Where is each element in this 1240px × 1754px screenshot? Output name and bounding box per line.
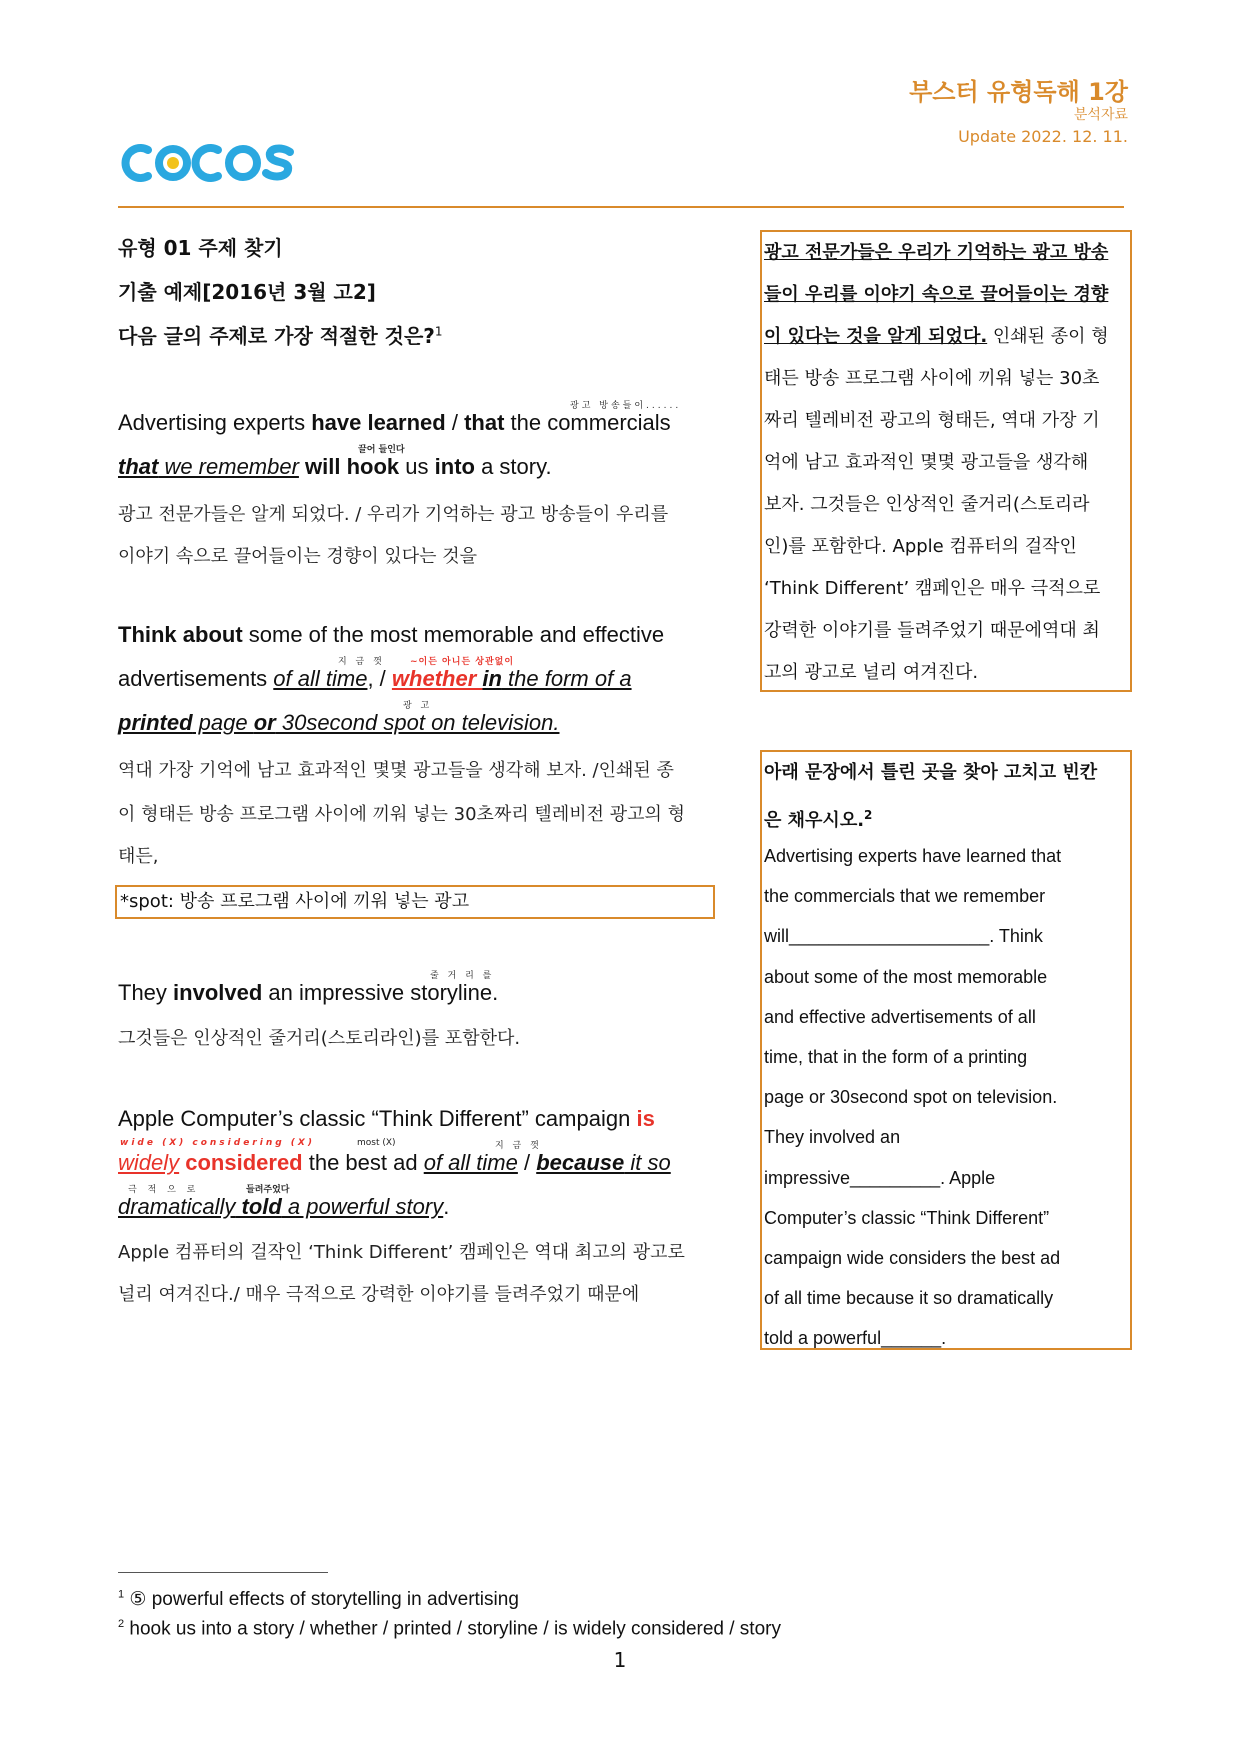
summary-text: 강력한 이야기를 들려주었기 때문에역대 최 bbox=[764, 620, 1100, 641]
exercise-line: Computer’s classic “Think Different” bbox=[764, 1207, 1050, 1228]
s4-it-so: it so bbox=[624, 1150, 671, 1175]
s4-powerful-story: a powerful story bbox=[281, 1194, 444, 1219]
passage-s2-line1 bbox=[118, 622, 664, 648]
summary-text: 고의 광고로 널리 여겨진다. bbox=[764, 662, 979, 683]
footnote-1-text: ⑤ powerful effects of storytelling in advertising bbox=[124, 1589, 519, 1610]
footnote-2-num: 2 bbox=[118, 1618, 125, 1630]
summary-line bbox=[764, 442, 1128, 484]
summary-text: 인)를 포함한다. Apple 컴퓨터의 걸작인 bbox=[764, 536, 1077, 557]
s1-hook: hook bbox=[346, 454, 400, 479]
footnote-ref-2: 2 bbox=[864, 808, 873, 822]
s4-considered: considered bbox=[179, 1150, 303, 1175]
exercise-line: Advertising experts have learned that bbox=[764, 846, 1062, 866]
korean-summary-box bbox=[760, 230, 1132, 692]
s4-dramatically: dramatically bbox=[118, 1194, 236, 1219]
passage-s1-kr2: 이야기 속으로 끌어들이는 경향이 있다는 것을 bbox=[118, 546, 477, 567]
s2-or: or bbox=[253, 710, 276, 735]
exercise-line: about some of the most memorable bbox=[764, 966, 1048, 987]
header-rule bbox=[118, 206, 1124, 208]
cocos-logo-image bbox=[118, 140, 298, 186]
summary-line bbox=[764, 568, 1128, 610]
summary-line bbox=[764, 652, 1128, 694]
s4-sep: / bbox=[517, 1150, 537, 1175]
s4-apple: Apple Computer’s classic “Think Different” campaign bbox=[118, 1106, 637, 1131]
s1-text-e: the commercials bbox=[504, 410, 671, 435]
passage-s1-line2 bbox=[118, 454, 552, 480]
s2-printed: printed bbox=[118, 710, 193, 735]
question-source: 기출 예제[2016년 3월 고2] bbox=[118, 280, 376, 304]
exercise-title-2 bbox=[764, 794, 1128, 836]
s2-think-about: Think about bbox=[118, 622, 243, 647]
s4-widely: widely bbox=[118, 1150, 180, 1175]
s2-page: page bbox=[192, 710, 254, 735]
s2-text-b: some of the most memorable and effective bbox=[242, 622, 665, 647]
question-prompt-text: 다음 글의 주제로 가장 적절한 것은? bbox=[118, 324, 435, 348]
s4-of-all-time: of all time bbox=[423, 1150, 518, 1175]
summary-line bbox=[764, 316, 1128, 358]
summary-line bbox=[764, 274, 1128, 316]
annotation-spot: 광 고 bbox=[403, 701, 433, 711]
passage-s4-kr1: Apple 컴퓨터의 걸작인 ‘Think Different’ 캠페인은 역대 최고의 광고로 bbox=[118, 1242, 685, 1263]
document-subtitle: 분석자료 bbox=[1073, 107, 1128, 123]
passage-s4-kr2: 널리 여겨진다./ 매우 극적으로 강력한 이야기를 들려주었기 때문에 bbox=[118, 1284, 640, 1305]
spot-definition-box: *spot: 방송 프로그램 사이에 끼워 넣는 광고 bbox=[115, 885, 715, 919]
annotation-commercials: 광고 방송들이...... bbox=[570, 401, 682, 411]
passage-s4-line1 bbox=[118, 1106, 655, 1132]
summary-line bbox=[764, 610, 1128, 652]
summary-line bbox=[764, 400, 1128, 442]
s2-form-of-a: the form of a bbox=[501, 666, 632, 691]
s1-we-remember: we remember bbox=[158, 454, 299, 479]
passage-s2-line3 bbox=[118, 710, 559, 736]
footnote-rule bbox=[118, 1572, 328, 1573]
annotation-all-time-2: 지 금 껏 bbox=[495, 1141, 542, 1151]
exercise-line: the commercials that we remember bbox=[764, 886, 1046, 907]
s4-period: . bbox=[443, 1194, 450, 1219]
footnote-1-num: 1 bbox=[118, 1588, 125, 1601]
passage-s2-kr3: 태든, bbox=[118, 846, 159, 867]
s1-text-c: / bbox=[445, 410, 465, 435]
summary-text: 억에 남고 효과적인 몇몇 광고들을 생각해 bbox=[764, 452, 1089, 473]
summary-line bbox=[764, 484, 1128, 526]
exercise-line: will____________________. Think bbox=[764, 926, 1043, 947]
exercise-line: and effective advertisements of all bbox=[764, 1006, 1036, 1027]
summary-text: 태든 방송 프로그램 사이에 끼워 넣는 30초 bbox=[764, 368, 1100, 389]
s1-into: into bbox=[434, 454, 475, 479]
exercise-line: of all time because it so dramatically bbox=[764, 1288, 1054, 1309]
s1-will: will bbox=[298, 454, 347, 479]
passage-s4-line3 bbox=[118, 1194, 449, 1220]
exercise-title-1: 아래 문장에서 틀린 곳을 찾아 고치고 빈칸 bbox=[764, 762, 1098, 783]
s2-whether: whether bbox=[391, 666, 483, 691]
passage-s1-line1 bbox=[118, 410, 671, 436]
cocos-logo bbox=[118, 140, 298, 190]
summary-line bbox=[764, 526, 1128, 568]
passage-s4-line2 bbox=[118, 1150, 671, 1176]
annotation-most: most (X) bbox=[357, 1138, 396, 1148]
s4-is: is bbox=[636, 1106, 655, 1131]
footnote-1 bbox=[118, 1588, 519, 1611]
s2-of-all-time: of all time bbox=[273, 666, 368, 691]
exercise-line: page or 30second spot on television. bbox=[764, 1087, 1058, 1108]
summary-text: 짜리 텔레비전 광고의 형태든, 역대 가장 기 bbox=[764, 410, 1100, 431]
exercise-line: campaign wide considers the best ad bbox=[764, 1247, 1061, 1268]
s3-storyline: an impressive storyline. bbox=[262, 980, 499, 1005]
s1-us: us bbox=[399, 454, 435, 479]
page-number: 1 bbox=[613, 1648, 627, 1672]
question-type: 유형 01 주제 찾기 bbox=[118, 236, 283, 260]
summary-text: 인쇄된 종이 형 bbox=[987, 326, 1109, 347]
s1-a-story: a story. bbox=[474, 454, 552, 479]
document-title: 부스터 유형독해 1강 bbox=[909, 78, 1128, 106]
summary-underlined: 들이 우리를 이야기 속으로 끌어들이는 경향 bbox=[764, 284, 1109, 305]
passage-s3-line1 bbox=[118, 980, 498, 1006]
s1-text-b: have learned bbox=[311, 410, 446, 435]
summary-line bbox=[764, 232, 1128, 274]
passage-s2-kr2: 이 형태든 방송 프로그램 사이에 끼워 넣는 30초짜리 텔레비전 광고의 형 bbox=[118, 804, 685, 825]
summary-underlined: 이 있다는 것을 알게 되었다. bbox=[764, 326, 988, 347]
passage-s2-line2 bbox=[118, 666, 632, 692]
s2-sep: , / bbox=[367, 666, 392, 691]
s2-advertisements: advertisements bbox=[118, 666, 274, 691]
s2-in: in bbox=[482, 666, 502, 691]
s1-text-a: Advertising experts bbox=[118, 410, 312, 435]
question-prompt bbox=[118, 320, 443, 349]
summary-underlined: 광고 전문가들은 우리가 기억하는 광고 방송 bbox=[764, 242, 1109, 263]
footnote-ref-1: 1 bbox=[434, 324, 443, 339]
footnote-2 bbox=[118, 1618, 781, 1640]
s1-text-d: that bbox=[464, 410, 505, 435]
exercise-box bbox=[760, 750, 1132, 1350]
footnote-2-text: hook us into a story / whether / printed / storyline / is widely considered / story bbox=[124, 1618, 781, 1640]
annotation-told: 들려주었다 bbox=[246, 1185, 290, 1195]
s4-told: told bbox=[235, 1194, 282, 1219]
annotation-wide: wide (X) considering (X) bbox=[120, 1138, 315, 1148]
summary-text: 보자. 그것들은 인상적인 줄거리(스토리라 bbox=[764, 494, 1090, 515]
s3-they: They bbox=[118, 980, 174, 1005]
passage-s1-kr1: 광고 전문가들은 알게 되었다. / 우리가 기억하는 광고 방송들이 우리를 bbox=[118, 504, 669, 525]
exercise-line: They involved an bbox=[764, 1127, 901, 1148]
annotation-whether: ~이든 아니든 상관없이 bbox=[410, 657, 515, 667]
s4-best-ad: the best ad bbox=[302, 1150, 424, 1175]
annotation-all-time-1: 지 금 껏 bbox=[338, 657, 385, 667]
exercise-line: impressive_________. Apple bbox=[764, 1167, 996, 1188]
exercise-line: told a powerful______. bbox=[764, 1328, 947, 1349]
update-date: Update 2022. 12. 11. bbox=[958, 127, 1128, 146]
summary-text: ‘Think Different’ 캠페인은 매우 극적으로 bbox=[764, 578, 1101, 599]
annotation-hook: 끌어 들인다 bbox=[358, 445, 405, 455]
s4-because: because bbox=[536, 1150, 625, 1175]
summary-line bbox=[764, 358, 1128, 400]
annotation-storyline: 줄 거 리 를 bbox=[430, 971, 495, 981]
s1-that: that bbox=[118, 454, 159, 479]
passage-s2-kr1: 역대 가장 기억에 남고 효과적인 몇몇 광고들을 생각해 보자. /인쇄된 종 bbox=[118, 760, 674, 781]
annotation-dramatically: 극 적 으 로 bbox=[128, 1185, 200, 1195]
exercise-line: time, that in the form of a printing bbox=[764, 1046, 1028, 1067]
passage-s3-kr1: 그것들은 인상적인 줄거리(스토리라인)를 포함한다. bbox=[118, 1028, 521, 1049]
exercise-title-2-text: 은 채우시오. bbox=[764, 810, 865, 831]
s2-spot-tv: 30second spot on television. bbox=[275, 710, 560, 735]
s3-involved: involved bbox=[173, 980, 263, 1005]
